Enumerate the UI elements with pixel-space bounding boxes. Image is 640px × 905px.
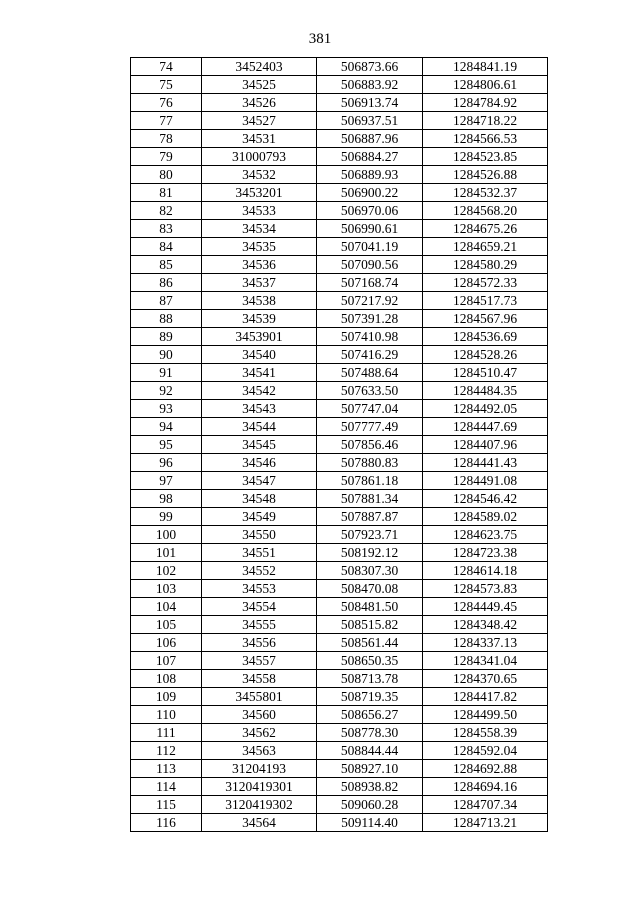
table-row (131, 130, 548, 148)
row-number-cell: 87 (131, 292, 202, 310)
y-coordinate-cell: 1284707.34 (423, 796, 548, 814)
point-id-cell: 34560 (202, 706, 317, 724)
table-row (131, 616, 548, 634)
x-coordinate-cell: 508938.82 (317, 778, 423, 796)
point-id-cell: 34538 (202, 292, 317, 310)
point-id-cell: 34549 (202, 508, 317, 526)
table-row (131, 544, 548, 562)
x-coordinate-cell: 508713.78 (317, 670, 423, 688)
row-number-cell: 94 (131, 418, 202, 436)
row-number-cell: 111 (131, 724, 202, 742)
table-row (131, 292, 548, 310)
row-number-cell: 92 (131, 382, 202, 400)
x-coordinate-cell: 506970.06 (317, 202, 423, 220)
table-row (131, 274, 548, 292)
table-row (131, 202, 548, 220)
point-id-cell: 34536 (202, 256, 317, 274)
point-id-cell: 3120419301 (202, 778, 317, 796)
x-coordinate-cell: 507887.87 (317, 508, 423, 526)
row-number-cell: 75 (131, 76, 202, 94)
point-id-cell: 34542 (202, 382, 317, 400)
x-coordinate-cell: 506937.51 (317, 112, 423, 130)
x-coordinate-cell: 506889.93 (317, 166, 423, 184)
x-coordinate-cell: 507880.83 (317, 454, 423, 472)
table-row (131, 400, 548, 418)
y-coordinate-cell: 1284337.13 (423, 634, 548, 652)
coordinates-table (130, 57, 548, 832)
row-number-cell: 102 (131, 562, 202, 580)
x-coordinate-cell: 507168.74 (317, 274, 423, 292)
y-coordinate-cell: 1284573.83 (423, 580, 548, 598)
table-row (131, 472, 548, 490)
point-id-cell: 34553 (202, 580, 317, 598)
row-number-cell: 74 (131, 58, 202, 76)
point-id-cell: 34546 (202, 454, 317, 472)
row-number-cell: 95 (131, 436, 202, 454)
x-coordinate-cell: 508515.82 (317, 616, 423, 634)
x-coordinate-cell: 506900.22 (317, 184, 423, 202)
x-coordinate-cell: 506873.66 (317, 58, 423, 76)
table-row (131, 166, 548, 184)
y-coordinate-cell: 1284532.37 (423, 184, 548, 202)
x-coordinate-cell: 507861.18 (317, 472, 423, 490)
row-number-cell: 110 (131, 706, 202, 724)
x-coordinate-cell: 508470.08 (317, 580, 423, 598)
y-coordinate-cell: 1284526.88 (423, 166, 548, 184)
x-coordinate-cell: 507923.71 (317, 526, 423, 544)
point-id-cell: 34525 (202, 76, 317, 94)
table-row (131, 580, 548, 598)
point-id-cell: 34543 (202, 400, 317, 418)
x-coordinate-cell: 508650.35 (317, 652, 423, 670)
x-coordinate-cell: 509060.28 (317, 796, 423, 814)
y-coordinate-cell: 1284370.65 (423, 670, 548, 688)
y-coordinate-cell: 1284659.21 (423, 238, 548, 256)
row-number-cell: 81 (131, 184, 202, 202)
x-coordinate-cell: 508927.10 (317, 760, 423, 778)
y-coordinate-cell: 1284523.85 (423, 148, 548, 166)
y-coordinate-cell: 1284568.20 (423, 202, 548, 220)
y-coordinate-cell: 1284623.75 (423, 526, 548, 544)
table-row (131, 418, 548, 436)
table-row (131, 94, 548, 112)
row-number-cell: 83 (131, 220, 202, 238)
point-id-cell: 34562 (202, 724, 317, 742)
point-id-cell: 34563 (202, 742, 317, 760)
x-coordinate-cell: 506887.96 (317, 130, 423, 148)
row-number-cell: 101 (131, 544, 202, 562)
row-number-cell: 89 (131, 328, 202, 346)
y-coordinate-cell: 1284723.38 (423, 544, 548, 562)
point-id-cell: 34539 (202, 310, 317, 328)
table-row (131, 346, 548, 364)
row-number-cell: 103 (131, 580, 202, 598)
table-row (131, 634, 548, 652)
row-number-cell: 115 (131, 796, 202, 814)
x-coordinate-cell: 508561.44 (317, 634, 423, 652)
table-row (131, 220, 548, 238)
x-coordinate-cell: 507881.34 (317, 490, 423, 508)
row-number-cell: 91 (131, 364, 202, 382)
point-id-cell: 34533 (202, 202, 317, 220)
table-row (131, 256, 548, 274)
y-coordinate-cell: 1284484.35 (423, 382, 548, 400)
y-coordinate-cell: 1284806.61 (423, 76, 548, 94)
table-row (131, 598, 548, 616)
row-number-cell: 76 (131, 94, 202, 112)
y-coordinate-cell: 1284718.22 (423, 112, 548, 130)
point-id-cell: 34555 (202, 616, 317, 634)
row-number-cell: 96 (131, 454, 202, 472)
point-id-cell: 34532 (202, 166, 317, 184)
row-number-cell: 85 (131, 256, 202, 274)
y-coordinate-cell: 1284692.88 (423, 760, 548, 778)
point-id-cell: 34531 (202, 130, 317, 148)
table-row (131, 436, 548, 454)
point-id-cell: 34558 (202, 670, 317, 688)
table-row (131, 58, 548, 76)
row-number-cell: 88 (131, 310, 202, 328)
x-coordinate-cell: 508307.30 (317, 562, 423, 580)
x-coordinate-cell: 506883.92 (317, 76, 423, 94)
row-number-cell: 114 (131, 778, 202, 796)
row-number-cell: 90 (131, 346, 202, 364)
row-number-cell: 98 (131, 490, 202, 508)
x-coordinate-cell: 507217.92 (317, 292, 423, 310)
y-coordinate-cell: 1284784.92 (423, 94, 548, 112)
row-number-cell: 104 (131, 598, 202, 616)
table-row (131, 454, 548, 472)
row-number-cell: 82 (131, 202, 202, 220)
table-row (131, 814, 548, 832)
row-number-cell: 116 (131, 814, 202, 832)
table-row (131, 76, 548, 94)
y-coordinate-cell: 1284491.08 (423, 472, 548, 490)
x-coordinate-cell: 508481.50 (317, 598, 423, 616)
point-id-cell: 34526 (202, 94, 317, 112)
row-number-cell: 97 (131, 472, 202, 490)
table-body (131, 58, 548, 832)
y-coordinate-cell: 1284517.73 (423, 292, 548, 310)
table-row (131, 490, 548, 508)
x-coordinate-cell: 509114.40 (317, 814, 423, 832)
table-row (131, 670, 548, 688)
y-coordinate-cell: 1284447.69 (423, 418, 548, 436)
y-coordinate-cell: 1284567.96 (423, 310, 548, 328)
point-id-cell: 34554 (202, 598, 317, 616)
x-coordinate-cell: 507488.64 (317, 364, 423, 382)
row-number-cell: 105 (131, 616, 202, 634)
y-coordinate-cell: 1284589.02 (423, 508, 548, 526)
x-coordinate-cell: 506990.61 (317, 220, 423, 238)
y-coordinate-cell: 1284572.33 (423, 274, 548, 292)
point-id-cell: 34534 (202, 220, 317, 238)
row-number-cell: 77 (131, 112, 202, 130)
x-coordinate-cell: 507633.50 (317, 382, 423, 400)
point-id-cell: 34537 (202, 274, 317, 292)
table-row (131, 688, 548, 706)
x-coordinate-cell: 507410.98 (317, 328, 423, 346)
row-number-cell: 78 (131, 130, 202, 148)
y-coordinate-cell: 1284566.53 (423, 130, 548, 148)
point-id-cell: 34540 (202, 346, 317, 364)
table-row (131, 184, 548, 202)
table-row (131, 328, 548, 346)
x-coordinate-cell: 507777.49 (317, 418, 423, 436)
x-coordinate-cell: 507090.56 (317, 256, 423, 274)
point-id-cell: 34541 (202, 364, 317, 382)
point-id-cell: 34556 (202, 634, 317, 652)
y-coordinate-cell: 1284614.18 (423, 562, 548, 580)
row-number-cell: 112 (131, 742, 202, 760)
table-row (131, 796, 548, 814)
point-id-cell: 31204193 (202, 760, 317, 778)
table-row (131, 238, 548, 256)
point-id-cell: 34557 (202, 652, 317, 670)
y-coordinate-cell: 1284546.42 (423, 490, 548, 508)
row-number-cell: 109 (131, 688, 202, 706)
table-row (131, 148, 548, 166)
point-id-cell: 3453901 (202, 328, 317, 346)
x-coordinate-cell: 508719.35 (317, 688, 423, 706)
table-row (131, 778, 548, 796)
row-number-cell: 84 (131, 238, 202, 256)
point-id-cell: 3453201 (202, 184, 317, 202)
y-coordinate-cell: 1284407.96 (423, 436, 548, 454)
point-id-cell: 34548 (202, 490, 317, 508)
page-number: 381 (308, 31, 332, 47)
point-id-cell: 34547 (202, 472, 317, 490)
y-coordinate-cell: 1284341.04 (423, 652, 548, 670)
y-coordinate-cell: 1284449.45 (423, 598, 548, 616)
row-number-cell: 100 (131, 526, 202, 544)
x-coordinate-cell: 506884.27 (317, 148, 423, 166)
table-row (131, 652, 548, 670)
row-number-cell: 106 (131, 634, 202, 652)
point-id-cell: 31000793 (202, 148, 317, 166)
y-coordinate-cell: 1284558.39 (423, 724, 548, 742)
row-number-cell: 79 (131, 148, 202, 166)
point-id-cell: 34550 (202, 526, 317, 544)
y-coordinate-cell: 1284417.82 (423, 688, 548, 706)
y-coordinate-cell: 1284536.69 (423, 328, 548, 346)
table-row (131, 112, 548, 130)
x-coordinate-cell: 508656.27 (317, 706, 423, 724)
x-coordinate-cell: 508844.44 (317, 742, 423, 760)
table-row (131, 526, 548, 544)
y-coordinate-cell: 1284694.16 (423, 778, 548, 796)
y-coordinate-cell: 1284499.50 (423, 706, 548, 724)
row-number-cell: 108 (131, 670, 202, 688)
table-row (131, 724, 548, 742)
table-row (131, 562, 548, 580)
row-number-cell: 113 (131, 760, 202, 778)
x-coordinate-cell: 508778.30 (317, 724, 423, 742)
point-id-cell: 34545 (202, 436, 317, 454)
point-id-cell: 34527 (202, 112, 317, 130)
y-coordinate-cell: 1284492.05 (423, 400, 548, 418)
y-coordinate-cell: 1284580.29 (423, 256, 548, 274)
x-coordinate-cell: 507416.29 (317, 346, 423, 364)
x-coordinate-cell: 507391.28 (317, 310, 423, 328)
y-coordinate-cell: 1284528.26 (423, 346, 548, 364)
table-row (131, 382, 548, 400)
x-coordinate-cell: 507747.04 (317, 400, 423, 418)
point-id-cell: 3455801 (202, 688, 317, 706)
table-row (131, 760, 548, 778)
point-id-cell: 3120419302 (202, 796, 317, 814)
y-coordinate-cell: 1284841.19 (423, 58, 548, 76)
x-coordinate-cell: 507856.46 (317, 436, 423, 454)
point-id-cell: 34551 (202, 544, 317, 562)
y-coordinate-cell: 1284348.42 (423, 616, 548, 634)
y-coordinate-cell: 1284592.04 (423, 742, 548, 760)
x-coordinate-cell: 506913.74 (317, 94, 423, 112)
table-row (131, 706, 548, 724)
point-id-cell: 34564 (202, 814, 317, 832)
y-coordinate-cell: 1284510.47 (423, 364, 548, 382)
x-coordinate-cell: 507041.19 (317, 238, 423, 256)
point-id-cell: 34544 (202, 418, 317, 436)
row-number-cell: 80 (131, 166, 202, 184)
y-coordinate-cell: 1284713.21 (423, 814, 548, 832)
row-number-cell: 86 (131, 274, 202, 292)
y-coordinate-cell: 1284441.43 (423, 454, 548, 472)
point-id-cell: 34535 (202, 238, 317, 256)
row-number-cell: 93 (131, 400, 202, 418)
table-row (131, 364, 548, 382)
point-id-cell: 3452403 (202, 58, 317, 76)
row-number-cell: 99 (131, 508, 202, 526)
x-coordinate-cell: 508192.12 (317, 544, 423, 562)
table-row (131, 508, 548, 526)
y-coordinate-cell: 1284675.26 (423, 220, 548, 238)
point-id-cell: 34552 (202, 562, 317, 580)
table-row (131, 742, 548, 760)
row-number-cell: 107 (131, 652, 202, 670)
table-row (131, 310, 548, 328)
